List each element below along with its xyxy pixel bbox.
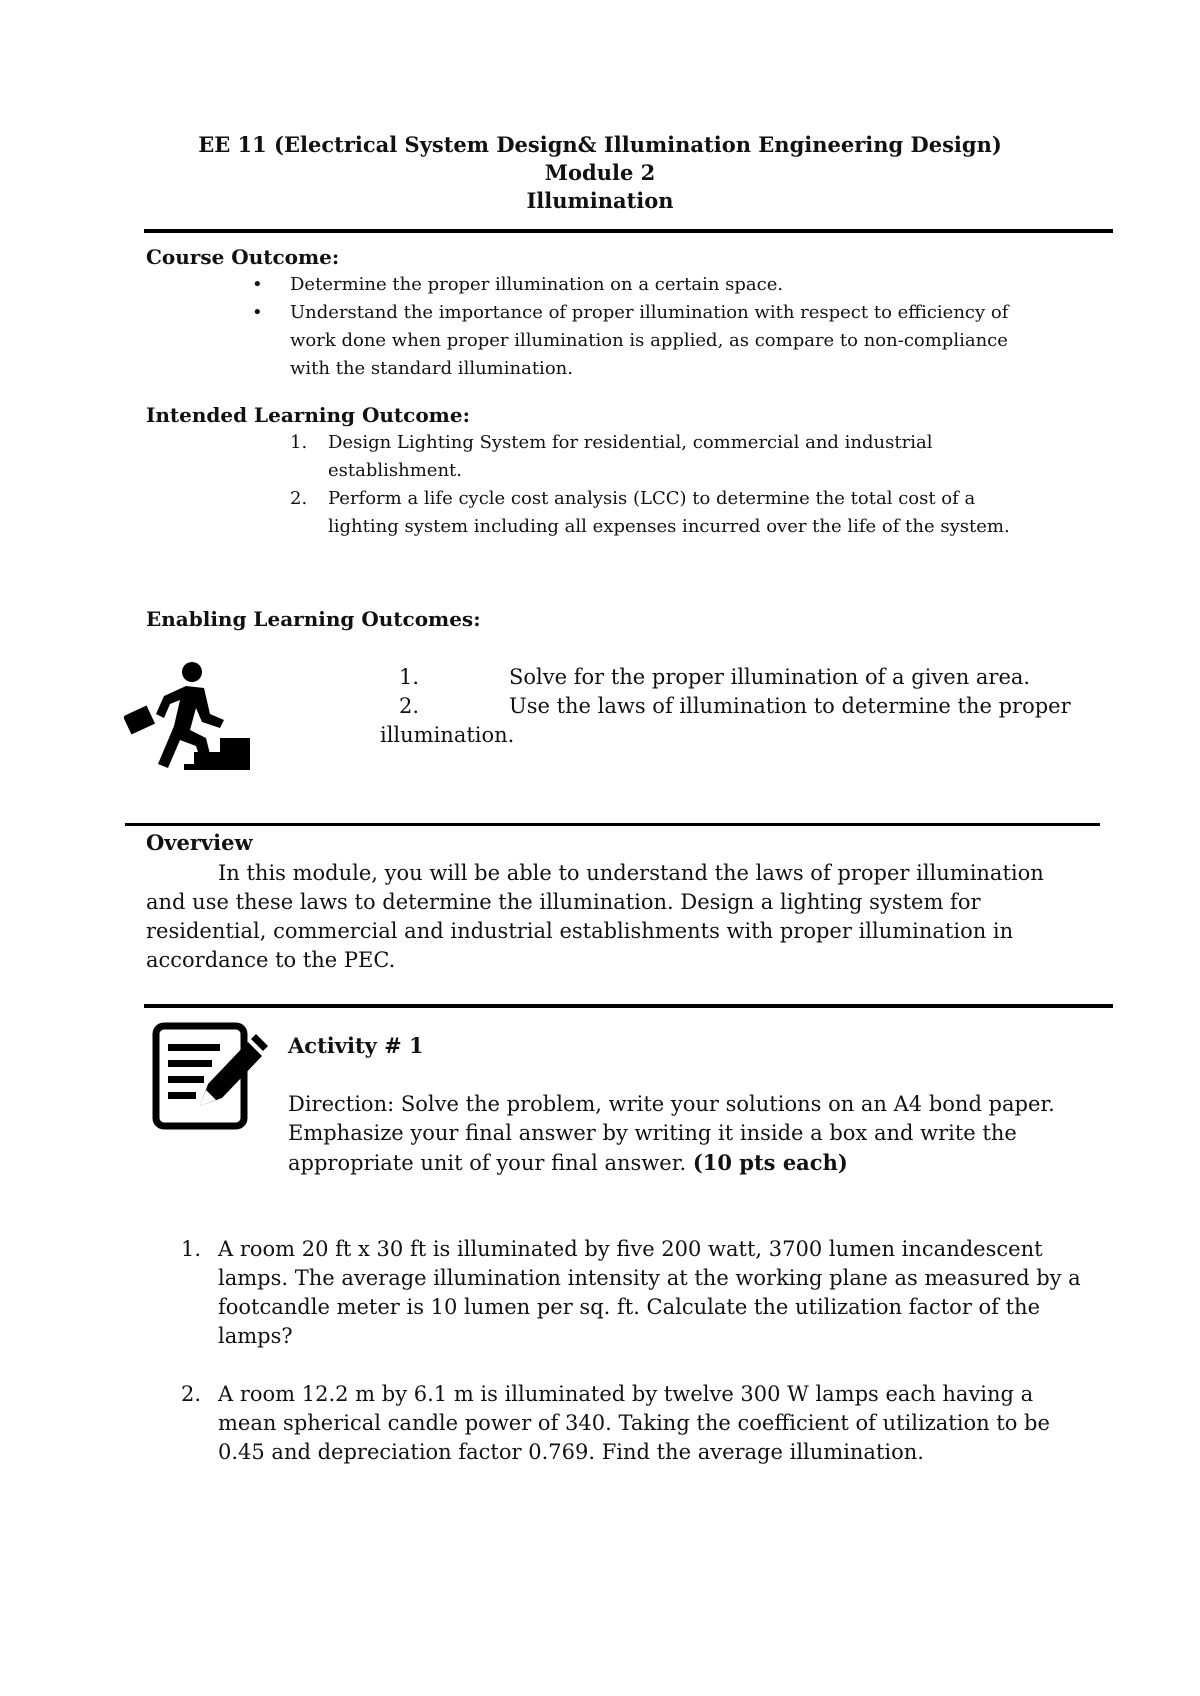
enabling-outcome-item: 2. Use the laws of illumination to determine the proper (399, 694, 1071, 718)
course-outcome-item: • Understand the importance of proper illumination with respect to efficiency of (290, 299, 1110, 327)
overview-paragraph: In this module, you will be able to understand the laws of proper illumination and use these laws to determine the illumination. Design a lighting system for residential, commercial and industrial establishments with proper illumination in accordance to the PEC. (146, 861, 1044, 972)
problem-2: 2. A room 12.2 m by 6.1 m is illuminated by twelve 300 W lamps each having a mean spherical candle power of 340. Taking the coefficient of utilization to be 0.45 and depreciation factor 0.769. Find the average illumination. (181, 1382, 1050, 1464)
intended-outcome-item: 2. Perform a life cycle cost analysis (LCC) to determine the total cost of a (290, 488, 976, 509)
enabling-outcomes-heading: Enabling Learning Outcomes: (146, 607, 481, 631)
points-label: (10 pts each) (692, 1150, 848, 1175)
document-title: EE 11 (Electrical System Design& Illumination Engineering Design) (198, 132, 1002, 157)
course-outcome-heading: Course Outcome: (146, 245, 340, 269)
course-outcome-list (252, 271, 1110, 383)
overview-heading: Overview (146, 830, 253, 855)
activity-direction: Direction: Solve the problem, write your solutions on an A4 bond paper. Emphasize your final answer by writing it inside a box and write the appropriate unit of your final answer. (10 pts each) (288, 1092, 1055, 1175)
enabling-outcome-item: 1. Solve for the proper illumination of a given area. (399, 665, 1031, 689)
course-outcome-item-continued: work done when proper illumination is applied, as compare to non-compliance (290, 330, 1008, 351)
module-number: Module 2 (544, 160, 656, 185)
course-outcome-item: • Determine the proper illumination on a certain space. (290, 271, 1110, 299)
activity-heading: Activity # 1 (288, 1033, 424, 1058)
activity-divider (144, 1004, 1113, 1008)
intended-outcome-item: 1. Design Lighting System for residential, commercial and industrial (290, 432, 933, 453)
section-divider (125, 823, 1100, 826)
header-divider (144, 229, 1113, 233)
writing-document-icon (150, 1020, 268, 1132)
intended-outcome-list: 1. Design Lighting System for residential, commercial and industrial establishment. 2. Perform a life cycle cost analysis (LCC) to determine the total cost of a lighting system including all expenses incurred over the life of the system. (328, 429, 1128, 541)
bullet: • (252, 302, 263, 323)
problem-1: 1. A room 20 ft x 30 ft is illuminated by five 200 watt, 3700 lumen incandescent lamps. The average illumination intensity at the working plane as measured by a footcandle meter is 10 lumen per sq. ft. Calculate the utilization factor of the lamps? (181, 1237, 1081, 1348)
intended-outcome-heading: Intended Learning Outcome: (146, 403, 470, 427)
bullet: • (252, 274, 263, 295)
course-outcome-item-continued: with the standard illumination. (290, 358, 573, 379)
climbing-stairs-icon (124, 660, 254, 774)
module-topic: Illumination (526, 188, 674, 213)
enabling-outcomes-list: 1. Solve for the proper illumination of a given area. 2. Use the laws of illumination to determine the proper illumination. (380, 663, 1120, 750)
